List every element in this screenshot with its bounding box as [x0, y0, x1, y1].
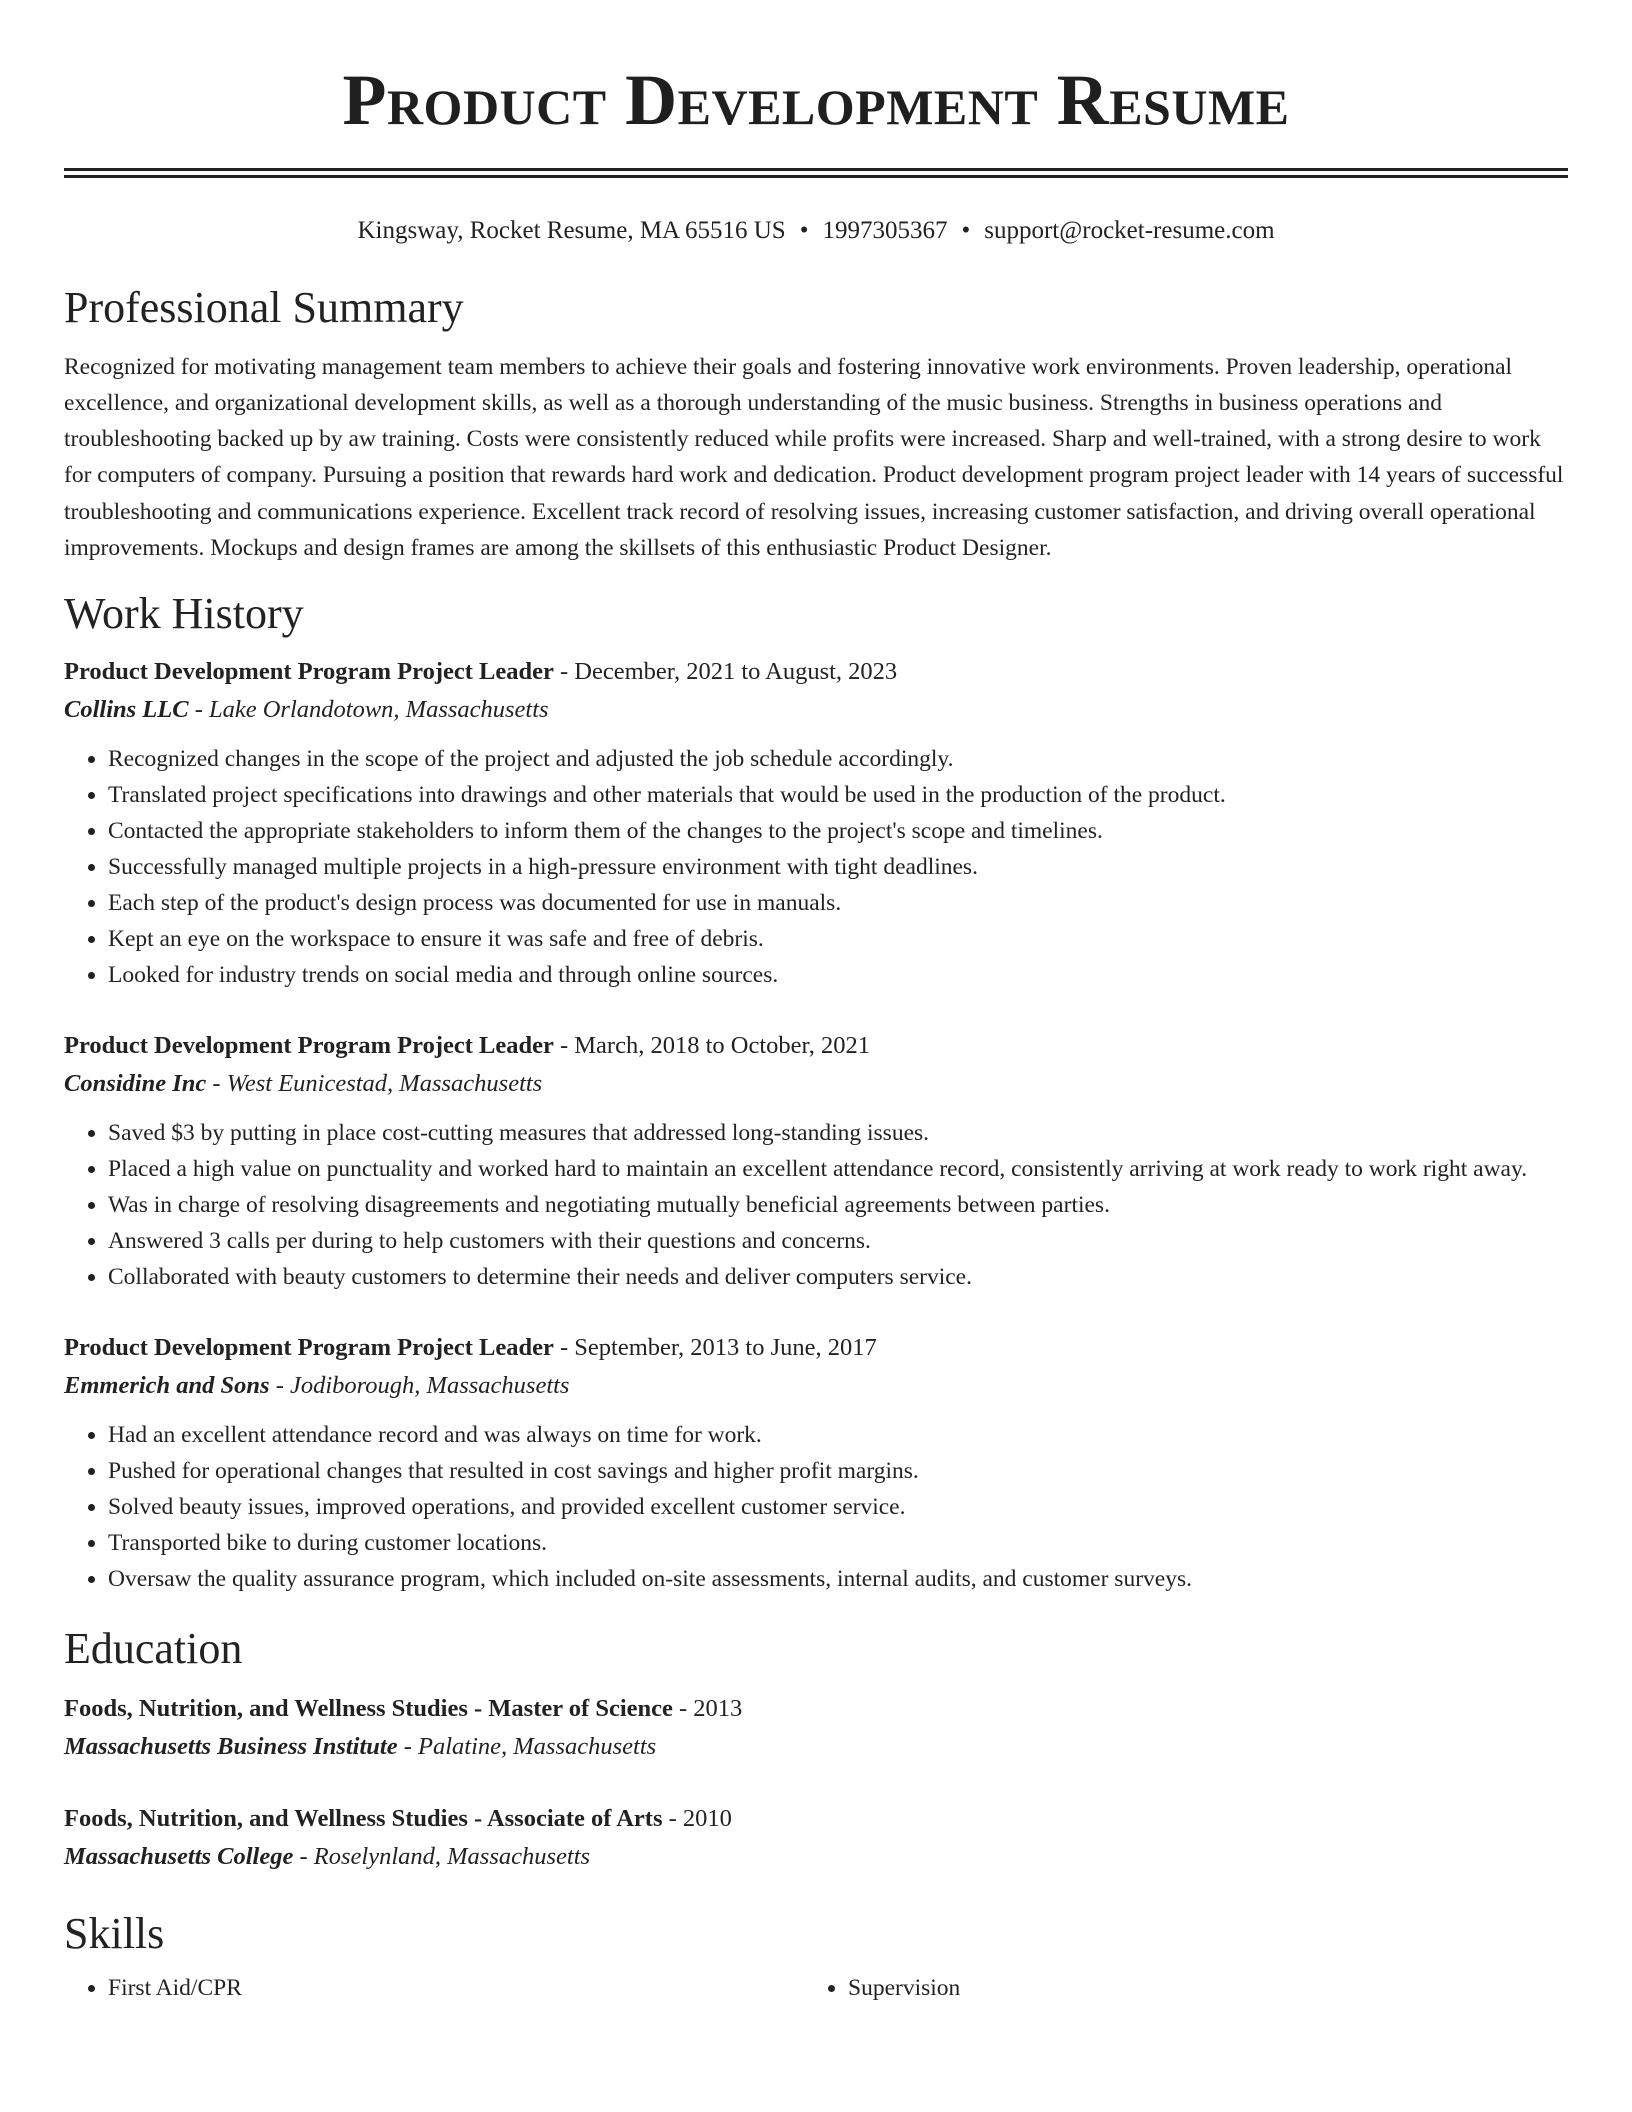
job-company: Collins LLC [64, 695, 189, 723]
job-bullet: • Answered 3 calls per during to help customers with their questions and concerns. [108, 1223, 1568, 1259]
job-bullet: • Solved beauty issues, improved operations, and provided excellent customer service. [108, 1489, 1568, 1525]
job-title: Product Development Program Project Leader [64, 1333, 554, 1361]
school-location: - Palatine, Massachusetts [397, 1732, 657, 1760]
job-bullet: • Had an excellent attendance record and was always on time for work. [108, 1417, 1568, 1453]
summary-text: Recognized for motivating management team members to achieve their goals and fostering innovative work environments. Proven leadership, operational excellence, and organizational development skills, as well as a thorough understanding of the music business. Strengths in business operations and troubleshooting backed up by aw training. Costs were consistently reduced while profits were increased. Sharp and well-trained, with a strong desire to work for computers of company. Pursuing a position that rewards hard work and dedication. Product development program project leader with 14 years of successful troubleshooting and communications experience. Excellent track record of resolving issues, increasing customer satisfaction, and driving overall operational improvements. Mockups and design frames are among the skillsets of this enthusiastic Product Designer. [64, 353, 1564, 561]
education-heading: Education [64, 1623, 243, 1673]
job-company-line [64, 691, 1568, 729]
summary-heading: Professional Summary [64, 283, 464, 332]
resume-title: Product Development Resume [342, 60, 1290, 140]
education-entry [64, 1800, 1568, 1876]
degree: Foods, Nutrition, and Wellness Studies - Associate of Arts [64, 1804, 663, 1832]
contact-email: support@rocket-resume.com [984, 217, 1275, 244]
job-bullet: • Transported bike to during customer locations. [108, 1525, 1568, 1561]
degree-line [64, 1690, 1568, 1728]
skills-list [64, 1970, 1568, 2006]
skills-column-right [804, 1970, 1544, 2006]
degree: Foods, Nutrition, and Wellness Studies - Master of Science [64, 1694, 673, 1722]
job-bullet: • Oversaw the quality assurance program, which included on-site assessments, internal audits, and customer surveys. [108, 1561, 1568, 1597]
school-line [64, 1728, 1568, 1766]
job-dates: - March, 2018 to October, 2021 [553, 1031, 870, 1059]
title-divider [64, 168, 1568, 178]
job-dates: - December, 2021 to August, 2023 [553, 657, 898, 685]
school-line [64, 1838, 1568, 1876]
skill-item: • Supervision [848, 1970, 1544, 2006]
job-bullet: • Saved $3 by putting in place cost-cutting measures that addressed long-standing issues. [108, 1115, 1568, 1151]
work-history-heading: Work History [64, 589, 304, 639]
job-bullet: • Placed a high value on punctuality and worked hard to maintain an excellent attendance record, consistently arriving at work ready to work right away. [108, 1151, 1568, 1187]
job-dates: - September, 2013 to June, 2017 [553, 1333, 877, 1361]
job-bullet: • Each step of the product's design process was documented for use in manuals. [108, 885, 1568, 921]
graduation-year: - 2010 [662, 1804, 732, 1832]
job-company: Emmerich and Sons [64, 1371, 270, 1399]
skill-item: • First Aid/CPR [108, 1970, 804, 2006]
job-title-line [64, 1027, 1568, 1065]
job-entry [64, 1027, 1568, 1295]
job-bullet: • Successfully managed multiple projects in a high-pressure environment with tight deadlines. [108, 849, 1568, 885]
job-location: - Lake Orlandotown, Massachusetts [188, 695, 549, 723]
job-bullets [64, 1417, 1568, 1597]
job-company: Considine Inc [64, 1069, 207, 1097]
job-bullet: • Collaborated with beauty customers to determine their needs and deliver computers service. [108, 1259, 1568, 1295]
job-bullet: • Translated project specifications into drawings and other materials that would be used in the production of the product. [108, 777, 1568, 813]
degree-line [64, 1800, 1568, 1838]
job-title-line [64, 1329, 1568, 1367]
contact-separator: • [961, 217, 971, 244]
job-company-line [64, 1367, 1568, 1405]
job-company-line [64, 1065, 1568, 1103]
job-bullets [64, 741, 1568, 993]
contact-separator: • [799, 217, 809, 244]
job-title: Product Development Program Project Leader [64, 657, 554, 685]
school: Massachusetts Business Institute [64, 1732, 398, 1760]
job-bullet: • Recognized changes in the scope of the project and adjusted the job schedule accordingly. [108, 741, 1568, 777]
job-title-line [64, 653, 1568, 691]
graduation-year: - 2013 [672, 1694, 743, 1722]
school-location: - Roselynland, Massachusetts [293, 1842, 591, 1870]
job-bullet: • Pushed for operational changes that resulted in cost savings and higher profit margins. [108, 1453, 1568, 1489]
job-entry [64, 653, 1568, 993]
job-bullet: • Kept an eye on the workspace to ensure it was safe and free of debris. [108, 921, 1568, 957]
job-bullets [64, 1115, 1568, 1295]
contact-line [64, 214, 1568, 248]
job-bullet: • Looked for industry trends on social media and through online sources. [108, 957, 1568, 993]
contact-phone: 1997305367 [822, 217, 948, 244]
job-location: - Jodiborough, Massachusetts [269, 1371, 570, 1399]
job-bullet: • Contacted the appropriate stakeholders to inform them of the changes to the project's scope and timelines. [108, 813, 1568, 849]
job-location: - West Eunicestad, Massachusetts [206, 1069, 543, 1097]
job-bullet: • Was in charge of resolving disagreements and negotiating mutually beneficial agreements between parties. [108, 1187, 1568, 1223]
skills-heading: Skills [64, 1908, 165, 1958]
job-entry [64, 1329, 1568, 1597]
skills-column-left [64, 1970, 804, 2006]
contact-address: Kingsway, Rocket Resume, MA 65516 US [357, 217, 786, 244]
school: Massachusetts College [64, 1842, 294, 1870]
job-title: Product Development Program Project Leader [64, 1031, 554, 1059]
education-entry [64, 1690, 1568, 1766]
